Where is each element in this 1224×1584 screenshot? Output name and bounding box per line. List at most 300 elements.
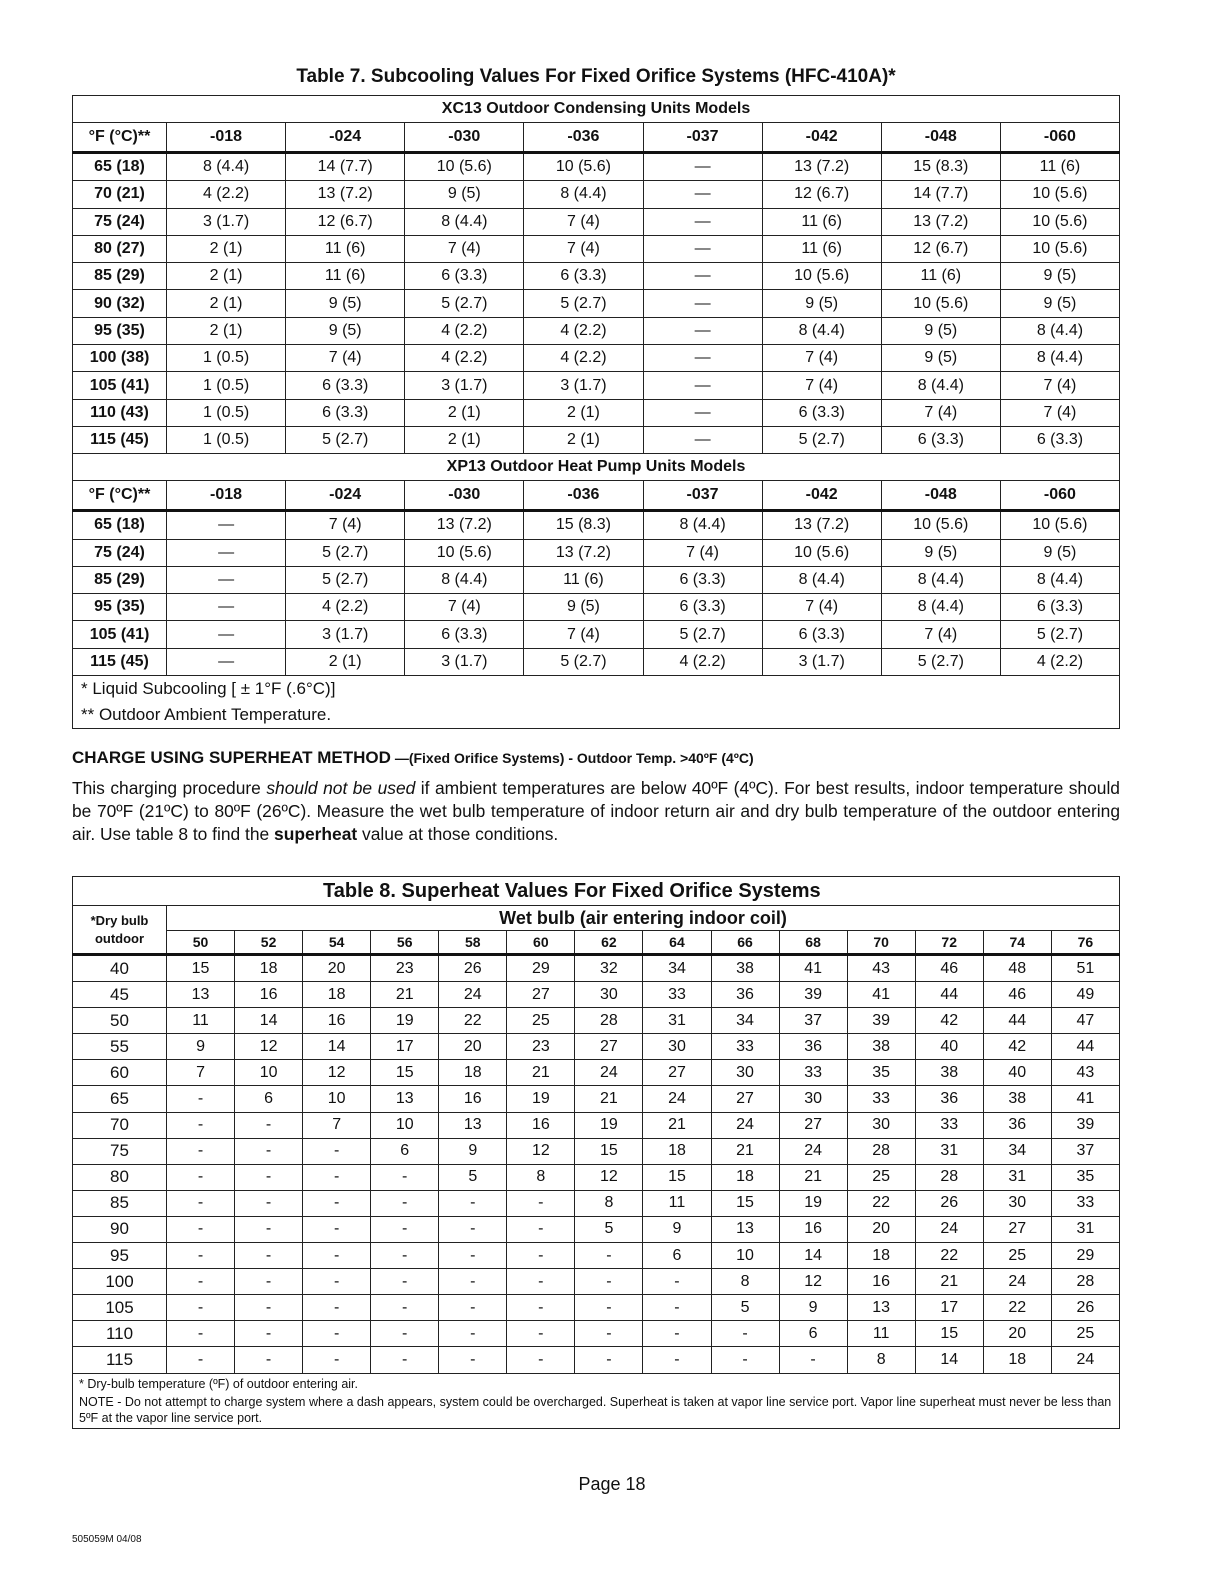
table-cell: 21 — [371, 982, 439, 1008]
table-cell: - — [303, 1164, 371, 1190]
row-label: 110 — [73, 1321, 167, 1347]
dry-bulb-label: *Dry bulb — [90, 912, 149, 928]
table-cell: 15 — [915, 1321, 983, 1347]
table-cell: 12 — [575, 1164, 643, 1190]
para-emphasis: should not be used — [266, 778, 416, 798]
para-text-2: if ambient temperatures are below 40ºF (4ºC). For best results, indoor temperature should be 70ºF (21ºC) to 80ºF (26ºC). Measure the wet bulb temperature of indoor return air and dry bulb temperature of the outdoor entering air. Use table 8 to find the — [72, 778, 1120, 844]
table-cell: 9 (5) — [881, 539, 1000, 566]
table-cell: - — [167, 1321, 235, 1347]
table-cell: 6 (3.3) — [643, 566, 762, 593]
table-cell: 7 (4) — [881, 399, 1000, 426]
table-cell: — — [643, 235, 762, 262]
table-cell: 8 (4.4) — [881, 594, 1000, 621]
table-cell: 23 — [371, 955, 439, 982]
table-cell: 24 — [1051, 1347, 1119, 1373]
table-cell: 8 (4.4) — [881, 566, 1000, 593]
charge-paragraph — [72, 777, 1120, 846]
table-row — [73, 1190, 1120, 1216]
table-cell: 6 — [235, 1086, 303, 1112]
table-cell: 13 (7.2) — [881, 208, 1000, 235]
table-cell: 6 (3.3) — [881, 426, 1000, 453]
table-cell: 24 — [711, 1112, 779, 1138]
table-cell: - — [575, 1269, 643, 1295]
table-cell: 28 — [847, 1138, 915, 1164]
table-cell: 36 — [711, 982, 779, 1008]
table-cell: 10 (5.6) — [1000, 208, 1119, 235]
table-cell: 21 — [915, 1269, 983, 1295]
superheat-table — [72, 876, 1120, 1429]
table-cell: 10 (5.6) — [1000, 181, 1119, 208]
charge-heading-main: CHARGE USING SUPERHEAT METHOD — [72, 748, 391, 767]
table-cell: 13 (7.2) — [286, 181, 405, 208]
table-cell: 20 — [847, 1216, 915, 1242]
table-cell: - — [235, 1216, 303, 1242]
table-cell: 7 (4) — [524, 235, 643, 262]
model-column-header: -048 — [881, 481, 1000, 511]
wet-bulb-column-header: 76 — [1051, 931, 1119, 955]
table-cell: 7 — [167, 1060, 235, 1086]
table-cell: 4 (2.2) — [286, 594, 405, 621]
table-note: ** Outdoor Ambient Temperature. — [73, 702, 1120, 729]
table-cell: 8 (4.4) — [1000, 317, 1119, 344]
table-cell: 34 — [643, 955, 711, 982]
table-cell: 6 (3.3) — [405, 263, 524, 290]
model-column-header: -018 — [167, 123, 286, 153]
table-cell: 25 — [983, 1243, 1051, 1269]
table-cell: 29 — [507, 955, 575, 982]
table-cell: 27 — [779, 1112, 847, 1138]
table-cell: 12 (6.7) — [286, 208, 405, 235]
row-label: 100 (38) — [73, 345, 167, 372]
table-cell: — — [643, 372, 762, 399]
table-cell: 7 (4) — [286, 345, 405, 372]
table-cell: - — [371, 1321, 439, 1347]
table-row — [73, 1321, 1120, 1347]
table-cell: 13 — [167, 982, 235, 1008]
table-cell: 15 — [167, 955, 235, 982]
table-cell: - — [711, 1347, 779, 1373]
table-cell: — — [643, 290, 762, 317]
temp-header: °F (°C)** — [73, 123, 167, 153]
table-cell: 1 (0.5) — [167, 345, 286, 372]
table-cell: 10 (5.6) — [524, 153, 643, 181]
wet-bulb-header: Wet bulb (air entering indoor coil) — [167, 906, 1120, 931]
table-footnote — [73, 1373, 1120, 1428]
footnote-row — [73, 1373, 1120, 1428]
model-column-header: -060 — [1000, 481, 1119, 511]
table-cell: 12 — [779, 1269, 847, 1295]
table-cell: 8 (4.4) — [1000, 566, 1119, 593]
table-cell: 5 (2.7) — [286, 566, 405, 593]
table-cell: 44 — [983, 1008, 1051, 1034]
table-cell: 9 — [439, 1138, 507, 1164]
table-cell: 4 (2.2) — [643, 648, 762, 675]
table-cell: 18 — [643, 1138, 711, 1164]
table-cell: 14 — [779, 1243, 847, 1269]
table-cell: 13 (7.2) — [762, 153, 881, 181]
charge-heading — [72, 748, 754, 768]
table-cell: 28 — [1051, 1269, 1119, 1295]
table-cell: 40 — [983, 1060, 1051, 1086]
table-cell: 31 — [1051, 1216, 1119, 1242]
table-cell: 33 — [915, 1112, 983, 1138]
table-row — [73, 955, 1120, 982]
table-cell: 13 — [439, 1112, 507, 1138]
table-row — [73, 539, 1120, 566]
table-cell: 21 — [507, 1060, 575, 1086]
table-cell: 7 — [303, 1112, 371, 1138]
table-cell: 38 — [711, 955, 779, 982]
table-cell: — — [643, 208, 762, 235]
table-cell: 44 — [1051, 1034, 1119, 1060]
table-row — [73, 399, 1120, 426]
section-header-row — [73, 96, 1120, 123]
table-cell: 15 — [371, 1060, 439, 1086]
table-cell: 11 (6) — [762, 235, 881, 262]
table-cell: — — [167, 648, 286, 675]
table-cell: 49 — [1051, 982, 1119, 1008]
table-cell: - — [371, 1269, 439, 1295]
table-cell: 34 — [711, 1008, 779, 1034]
table-cell: 9 (5) — [1000, 263, 1119, 290]
table-cell: 39 — [779, 982, 847, 1008]
model-column-header: -030 — [405, 123, 524, 153]
table-cell: 25 — [1051, 1321, 1119, 1347]
table-cell: 10 (5.6) — [1000, 511, 1119, 539]
table-cell: 43 — [1051, 1060, 1119, 1086]
table-cell: - — [371, 1190, 439, 1216]
table-cell: 7 (4) — [524, 208, 643, 235]
table-cell: 21 — [643, 1112, 711, 1138]
column-header-row — [73, 931, 1120, 955]
table-note: * Liquid Subcooling [ ± 1°F (.6°C)] — [73, 676, 1120, 703]
charge-heading-sub: —(Fixed Orifice Systems) - Outdoor Temp. >40ºF (4ºC) — [390, 750, 754, 766]
table-cell: - — [235, 1243, 303, 1269]
model-column-header: -037 — [643, 123, 762, 153]
table-cell: 30 — [847, 1112, 915, 1138]
column-header-row — [73, 481, 1120, 511]
row-label: 40 — [73, 955, 167, 982]
table-cell: 30 — [575, 982, 643, 1008]
table-cell: 6 — [371, 1138, 439, 1164]
table-cell: 11 (6) — [524, 566, 643, 593]
table-cell: - — [167, 1216, 235, 1242]
table-cell: 8 (4.4) — [405, 208, 524, 235]
table-cell: 8 (4.4) — [643, 511, 762, 539]
wet-bulb-column-header: 70 — [847, 931, 915, 955]
table-cell: 21 — [711, 1138, 779, 1164]
overcharge-note: NOTE - Do not attempt to charge system where a dash appears, system could be overcharged. Superheat is taken at vapor line service port. Vapor line superheat must never be less than 5ºF at the vapor line service port. — [79, 1394, 1112, 1425]
row-label: 60 — [73, 1060, 167, 1086]
table-cell: 2 (1) — [405, 426, 524, 453]
table-cell: 17 — [371, 1034, 439, 1060]
table-cell: 7 (4) — [762, 345, 881, 372]
table-cell: 14 — [303, 1034, 371, 1060]
table-cell: 44 — [915, 982, 983, 1008]
table-cell: — — [167, 511, 286, 539]
table-cell: 18 — [235, 955, 303, 982]
table-cell: - — [575, 1347, 643, 1373]
table-cell: - — [167, 1190, 235, 1216]
table-cell: 51 — [1051, 955, 1119, 982]
wet-bulb-column-header: 62 — [575, 931, 643, 955]
table-cell: 11 — [167, 1008, 235, 1034]
table-row — [73, 594, 1120, 621]
table-row — [73, 1347, 1120, 1373]
table-cell: 10 (5.6) — [762, 539, 881, 566]
table-row — [73, 372, 1120, 399]
table-cell: - — [507, 1321, 575, 1347]
table-cell: 10 (5.6) — [762, 263, 881, 290]
table-cell: - — [167, 1086, 235, 1112]
table-cell: - — [439, 1321, 507, 1347]
table-cell: - — [235, 1269, 303, 1295]
table-row — [73, 1008, 1120, 1034]
table8-title-row — [73, 877, 1120, 906]
table-cell: - — [575, 1321, 643, 1347]
table-cell: 11 — [643, 1190, 711, 1216]
model-column-header: -037 — [643, 481, 762, 511]
table-cell: 5 (2.7) — [286, 426, 405, 453]
table-cell: — — [167, 566, 286, 593]
table-row — [73, 426, 1120, 453]
table-cell: - — [303, 1138, 371, 1164]
model-column-header: -036 — [524, 481, 643, 511]
table-cell: 31 — [983, 1164, 1051, 1190]
table-cell: 10 — [235, 1060, 303, 1086]
table-row — [73, 1138, 1120, 1164]
table-cell: - — [235, 1164, 303, 1190]
table-cell: — — [643, 399, 762, 426]
table-cell: - — [439, 1295, 507, 1321]
wet-bulb-column-header: 54 — [303, 931, 371, 955]
section-header-row — [73, 454, 1120, 481]
table-cell: 27 — [643, 1060, 711, 1086]
table-cell: - — [167, 1138, 235, 1164]
table-cell: 46 — [915, 955, 983, 982]
row-label: 115 (45) — [73, 426, 167, 453]
table-cell: 5 (2.7) — [286, 539, 405, 566]
table-cell: — — [643, 345, 762, 372]
note-row — [73, 702, 1120, 729]
table-cell: - — [507, 1269, 575, 1295]
table-cell: - — [235, 1347, 303, 1373]
table-cell: 19 — [371, 1008, 439, 1034]
table-cell: 8 (4.4) — [524, 181, 643, 208]
table-cell: 7 (4) — [643, 539, 762, 566]
table-row — [73, 317, 1120, 344]
table-cell: 10 (5.6) — [881, 511, 1000, 539]
table-cell: 7 (4) — [405, 235, 524, 262]
table-cell: 22 — [439, 1008, 507, 1034]
row-label: 90 (32) — [73, 290, 167, 317]
table-cell: 6 (3.3) — [286, 399, 405, 426]
model-column-header: -042 — [762, 481, 881, 511]
table-cell: 4 (2.2) — [1000, 648, 1119, 675]
para-text-3: value at those conditions. — [357, 824, 559, 844]
para-text-1: This charging procedure — [72, 778, 267, 798]
table-row — [73, 208, 1120, 235]
outdoor-label: outdoor — [94, 930, 145, 946]
table-cell: 32 — [575, 955, 643, 982]
table-cell: 7 (4) — [762, 594, 881, 621]
table-cell: 5 — [439, 1164, 507, 1190]
model-column-header: -060 — [1000, 123, 1119, 153]
table-row — [73, 1112, 1120, 1138]
table-cell: 5 (2.7) — [643, 621, 762, 648]
table-cell: 9 (5) — [286, 290, 405, 317]
table-cell: - — [167, 1243, 235, 1269]
wet-bulb-column-header: 52 — [235, 931, 303, 955]
table-cell: 41 — [847, 982, 915, 1008]
table-cell: 19 — [575, 1112, 643, 1138]
table-cell: 25 — [507, 1008, 575, 1034]
table-row — [73, 1243, 1120, 1269]
table-cell: 27 — [575, 1034, 643, 1060]
table-cell: 16 — [439, 1086, 507, 1112]
note-row — [73, 676, 1120, 703]
row-label: 45 — [73, 982, 167, 1008]
row-label: 85 (29) — [73, 566, 167, 593]
table-row — [73, 181, 1120, 208]
table-cell: 4 (2.2) — [524, 317, 643, 344]
table7-title: Table 7. Subcooling Values For Fixed Orifice Systems (HFC-410A)* — [296, 66, 896, 87]
row-label: 95 (35) — [73, 594, 167, 621]
table-cell: 11 (6) — [286, 235, 405, 262]
table-cell: 1 (0.5) — [167, 399, 286, 426]
table-cell: 8 (4.4) — [405, 566, 524, 593]
table-cell: 13 (7.2) — [405, 511, 524, 539]
row-label: 90 — [73, 1216, 167, 1242]
table-cell: 33 — [1051, 1190, 1119, 1216]
table-cell: 22 — [983, 1295, 1051, 1321]
table-cell: 21 — [779, 1164, 847, 1190]
table-cell: 6 (3.3) — [524, 263, 643, 290]
table-cell: 3 (1.7) — [405, 372, 524, 399]
table-cell: 2 (1) — [167, 317, 286, 344]
table-cell: 16 — [303, 1008, 371, 1034]
table-cell: 11 (6) — [1000, 153, 1119, 181]
document-code: 505059M 04/08 — [72, 1534, 142, 1545]
table-cell: 9 (5) — [405, 181, 524, 208]
table-cell: 2 (1) — [167, 263, 286, 290]
table-cell: 18 — [711, 1164, 779, 1190]
table-cell: - — [371, 1216, 439, 1242]
table-cell: 5 — [711, 1295, 779, 1321]
table-cell: - — [235, 1190, 303, 1216]
section-title: XC13 Outdoor Condensing Units Models — [73, 96, 1120, 123]
table-cell: 30 — [779, 1086, 847, 1112]
table-cell: 6 (3.3) — [286, 372, 405, 399]
table-cell: 29 — [1051, 1243, 1119, 1269]
table-cell: 3 (1.7) — [762, 648, 881, 675]
table-cell: 6 — [643, 1243, 711, 1269]
wet-bulb-column-header: 58 — [439, 931, 507, 955]
table-cell: 28 — [575, 1008, 643, 1034]
table-cell: 6 — [779, 1321, 847, 1347]
table-cell: 16 — [847, 1269, 915, 1295]
model-column-header: -036 — [524, 123, 643, 153]
table-cell: 26 — [915, 1190, 983, 1216]
row-label: 115 (45) — [73, 648, 167, 675]
table-cell: - — [439, 1243, 507, 1269]
wet-bulb-column-header: 72 — [915, 931, 983, 955]
page-number: Page 18 — [578, 1474, 646, 1494]
table-cell: 8 (4.4) — [167, 153, 286, 181]
row-label: 95 — [73, 1243, 167, 1269]
table-cell: - — [371, 1243, 439, 1269]
dry-bulb-footnote: * Dry-bulb temperature (ºF) of outdoor entering air. — [79, 1376, 358, 1391]
table-cell: 5 (2.7) — [762, 426, 881, 453]
table-cell: 9 (5) — [762, 290, 881, 317]
table-cell: 27 — [711, 1086, 779, 1112]
table-cell: 4 (2.2) — [405, 345, 524, 372]
row-label: 80 — [73, 1164, 167, 1190]
table-row — [73, 648, 1120, 675]
table-cell: 31 — [643, 1008, 711, 1034]
temp-header: °F (°C)** — [73, 481, 167, 511]
row-label: 65 (18) — [73, 153, 167, 181]
table-cell: 13 (7.2) — [762, 511, 881, 539]
wet-bulb-header-row — [73, 906, 1120, 931]
table-cell: - — [439, 1347, 507, 1373]
table-cell: 5 (2.7) — [881, 648, 1000, 675]
row-label: 75 (24) — [73, 208, 167, 235]
table-cell: - — [167, 1295, 235, 1321]
table-cell: 33 — [779, 1060, 847, 1086]
table-cell: 37 — [1051, 1138, 1119, 1164]
wet-bulb-column-header: 50 — [167, 931, 235, 955]
table-cell: 24 — [915, 1216, 983, 1242]
table-cell: - — [575, 1295, 643, 1321]
table-cell: 8 (4.4) — [881, 372, 1000, 399]
table-cell: 30 — [711, 1060, 779, 1086]
table-cell: - — [235, 1321, 303, 1347]
table-cell: 15 (8.3) — [524, 511, 643, 539]
para-strong: superheat — [274, 824, 358, 844]
row-label: 105 (41) — [73, 372, 167, 399]
dry-bulb-header — [73, 906, 167, 955]
table-cell: — — [643, 153, 762, 181]
table-row — [73, 345, 1120, 372]
table-cell: 11 (6) — [762, 208, 881, 235]
table-cell: 9 — [643, 1216, 711, 1242]
table-cell: 17 — [915, 1295, 983, 1321]
table-cell: - — [507, 1243, 575, 1269]
table-cell: 5 (2.7) — [405, 290, 524, 317]
table-cell: 24 — [575, 1060, 643, 1086]
table-cell: 1 (0.5) — [167, 426, 286, 453]
table-cell: 27 — [983, 1216, 1051, 1242]
table-cell: 33 — [711, 1034, 779, 1060]
table-cell: 8 — [711, 1269, 779, 1295]
table-cell: - — [779, 1347, 847, 1373]
table-cell: 2 (1) — [286, 648, 405, 675]
table-cell: 14 (7.7) — [286, 153, 405, 181]
table-cell: 9 — [167, 1034, 235, 1060]
table-cell: - — [303, 1321, 371, 1347]
table-row — [73, 621, 1120, 648]
model-column-header: -042 — [762, 123, 881, 153]
row-label: 80 (27) — [73, 235, 167, 262]
table-cell: 9 (5) — [881, 317, 1000, 344]
table-cell: — — [643, 317, 762, 344]
table-cell: — — [643, 426, 762, 453]
table-cell: 15 — [575, 1138, 643, 1164]
table-cell: 36 — [779, 1034, 847, 1060]
table-cell: 8 — [507, 1164, 575, 1190]
table-cell: 15 — [643, 1164, 711, 1190]
